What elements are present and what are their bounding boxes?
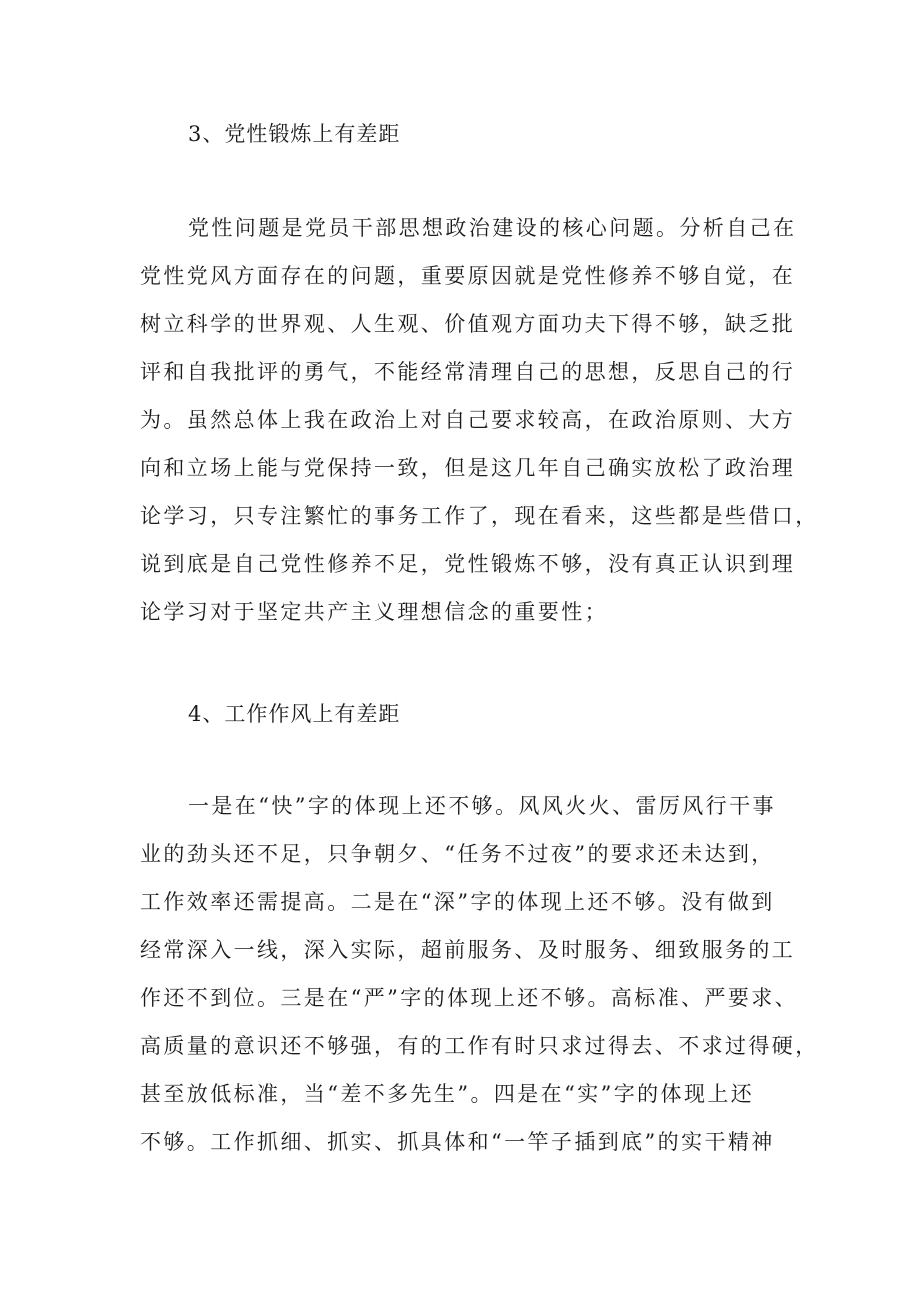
paragraph-line: 树立科学的世界观、人生观、价值观方面功夫下得不够，缺乏批 <box>140 312 796 336</box>
paragraph-line: 甚至放低标准，当“差不多先生”。四是在“实”字的体现上还 <box>140 1082 755 1106</box>
paragraph-line: 一是在“快”字的体现上还不够。风风火火、雷厉风行干事 <box>188 794 776 818</box>
paragraph-line: 党性党风方面存在的问题，重要原因就是党性修养不够自觉，在 <box>140 264 796 288</box>
paragraph-line: 说到底是自己党性修养不足，党性锻炼不够，没有真正认识到理 <box>140 552 796 576</box>
paragraph-line: 为。虽然总体上我在政治上对自己要求较高，在政治原则、大方 <box>140 408 796 432</box>
section-heading-3: 3、党性锻炼上有差距 <box>188 122 401 146</box>
paragraph-line: 评和自我批评的勇气，不能经常清理自己的思想，反思自己的行 <box>140 360 796 384</box>
section-heading-4: 4、工作作风上有差距 <box>188 702 401 726</box>
paragraph-line: 党性问题是党员干部思想政治建设的核心问题。分析自己在 <box>188 216 797 240</box>
paragraph-line: 经常深入一线，深入实际，超前服务、及时服务、细致服务的工 <box>140 938 796 962</box>
section-4-paragraph <box>140 782 819 1166</box>
paragraph-line: 高质量的意识还不够强，有的工作有时只求过得去、不求过得硬， <box>140 1034 819 1058</box>
paragraph-line: 工作效率还需提高。二是在“深”字的体现上还不够。没有做到 <box>140 890 775 914</box>
paragraph-line: 论学习对于坚定共产主义理想信念的重要性； <box>140 600 608 624</box>
paragraph-line: 向和立场上能与党保持一致，但是这几年自己确实放松了政治理 <box>140 456 796 480</box>
paragraph-line: 不够。工作抓细、抓实、抓具体和“一竿子插到底”的实干精神 <box>140 1130 775 1154</box>
paragraph-line: 论学习，只专注繁忙的事务工作了，现在看来，这些都是些借口， <box>140 504 819 528</box>
paragraph-line: 业的劲头还不足，只争朝夕、“任务不过夜”的要求还未达到， <box>140 842 775 866</box>
section-3-paragraph <box>140 204 819 636</box>
paragraph-line: 作还不到位。三是在“严”字的体现上还不够。高标准、严要求、 <box>140 986 799 1010</box>
